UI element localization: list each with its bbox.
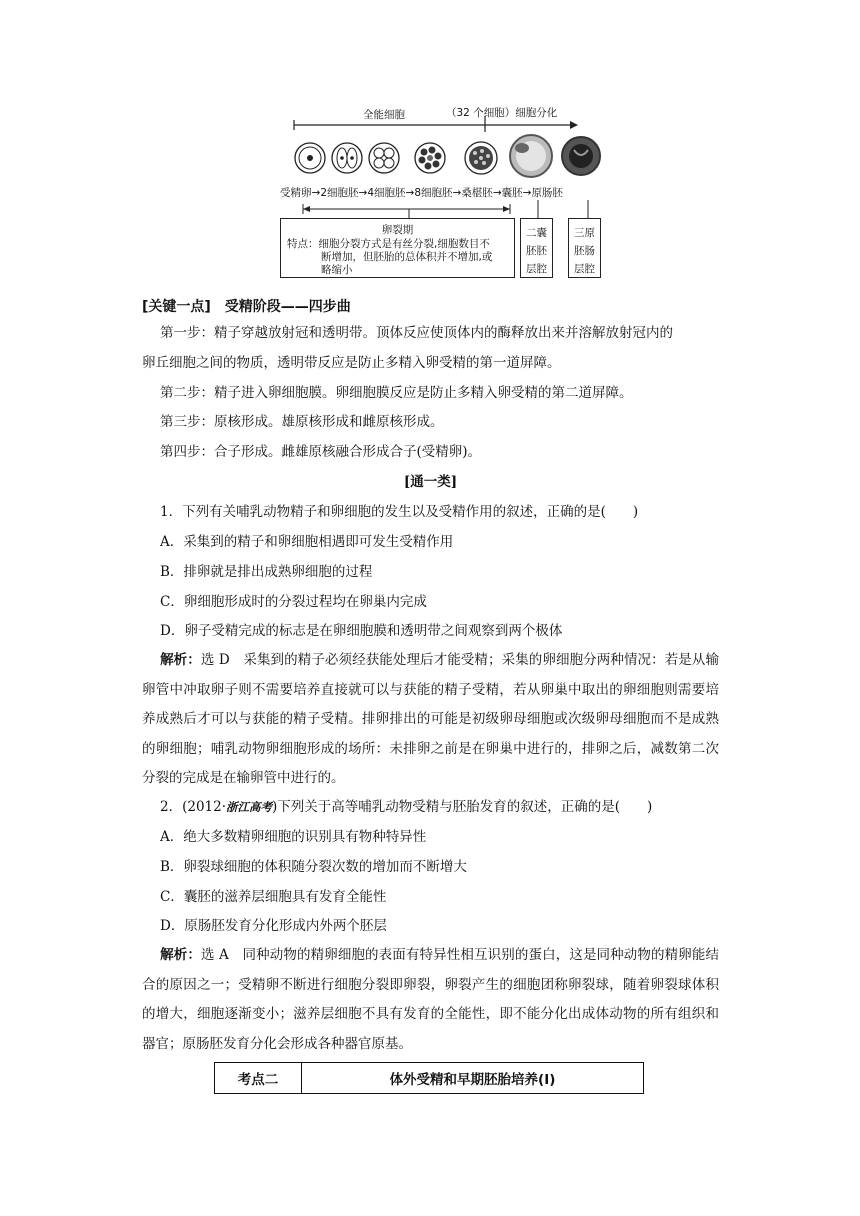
q1-option-a: A．采集到的精子和卵细胞相遇即可发生受精作用	[160, 534, 454, 550]
cleavage-box	[280, 218, 515, 278]
kaodian-title: 体外受精和早期胚胎培养(Ⅰ)	[389, 1072, 556, 1088]
q2-analysis	[142, 941, 719, 1059]
label-32-cells: （32 个细胞）细胞分化	[446, 107, 558, 119]
four-cell-icon	[369, 143, 399, 173]
kaodian-label: 考点二	[215, 1063, 302, 1093]
q2-option-c: C．囊胚的滋养层细胞具有发育全能性	[160, 889, 387, 905]
section-title: [通一类]	[403, 474, 458, 490]
blastocyst-note-line: 二囊	[526, 227, 547, 239]
stage-zygote: 受精卵	[280, 187, 312, 199]
cleavage-desc-1: 特点：细胞分裂方式是有丝分裂,细胞数目不	[287, 238, 490, 250]
q2-option-a: A．绝大多数精卵细胞的识别具有物种特异性	[160, 829, 427, 845]
q2-num: 2．(2012·	[160, 799, 227, 815]
step1-line-a: 第一步：精子穿越放射冠和透明带。顶体反应使顶体内的酶释放出来并溶解放射冠内的	[160, 325, 673, 341]
morula-icon	[465, 142, 497, 174]
zygote-icon	[295, 143, 325, 173]
q1-option-d: D．卵子受精完成的标志是在卵细胞膜和透明带之间观察到两个极体	[160, 623, 563, 639]
blastocyst-note-line: 层腔	[526, 263, 547, 275]
gastrula-note-line: 层腔	[574, 263, 595, 275]
q1-analysis-label: 解析：	[160, 652, 201, 668]
gastrula-note-line: 胚肠	[574, 245, 595, 257]
q2-stem	[160, 797, 652, 817]
gastrula-note-box	[568, 218, 601, 278]
blastocyst-icon	[510, 135, 552, 177]
q2-option-d: D．原肠胚发育分化形成内外两个胚层	[160, 918, 387, 934]
q1-option-c: C．卵细胞形成时的分裂过程均在卵巢内完成	[160, 594, 427, 610]
q1-analysis-text: 选 D 采集到的精子必须经获能处理后才能受精；采集的卵细胞分两种情况：若是从输卵管中冲取卵子则不需要培养直接就可以与获能的精子受精，若从卵巢中取出的卵细胞则需要培养成熟后才可以与获能的精子受精。排卵排出的可能是初级卵母细胞或次级卵母细胞而不是成熟的卵细胞；哺乳动物卵细胞形成的场所：未排卵之前是在卵巢中进行的，排卵之后，减数第二次分裂的完成是在输卵管中进行的。	[142, 652, 719, 786]
stage-8cell: 8细胞胚	[414, 187, 453, 199]
gastrula-icon	[562, 137, 600, 175]
blastocyst-note-line: 胚胚	[526, 245, 547, 257]
key-point-title: 受精阶段——四步曲	[224, 299, 351, 315]
step1-line-b: 卵丘细胞之间的物质，透明带反应是防止多精入卵受精的第一道屏障。	[142, 355, 561, 371]
stage-blastocyst: 囊胚	[501, 187, 523, 199]
cleavage-title: 卵裂期	[381, 224, 414, 236]
stage-gastrula: 原肠胚	[531, 187, 563, 199]
key-point-tag: [关键一点]	[142, 299, 211, 315]
embryo-development-figure	[270, 100, 610, 285]
two-cell-icon	[332, 143, 362, 173]
eight-cell-icon	[415, 143, 445, 173]
stage-4cell: 4细胞胚	[367, 187, 406, 199]
gastrula-note-line: 三原	[574, 227, 595, 239]
step3-line: 第三步：原核形成。雄原核形成和雌原核形成。	[160, 414, 444, 430]
q2-stem-rest: )下列关于高等哺乳动物受精与胚胎发育的叙述，正确的是( )	[272, 799, 653, 815]
step4-line: 第四步：合子形成。雌雄原核融合形成合子(受精卵)。	[160, 444, 482, 460]
key-point-heading	[142, 296, 351, 316]
q2-source: 浙江高考	[226, 800, 273, 814]
q2-analysis-label: 解析：	[160, 947, 201, 963]
q1-stem: 1．下列有关哺乳动物精子和卵细胞的发生以及受精作用的叙述，正确的是( )	[160, 504, 639, 520]
label-totipotent: 全能细胞	[363, 109, 405, 121]
step2-line: 第二步：精子进入卵细胞膜。卵细胞膜反应是防止多精入卵受精的第二道屏障。	[160, 385, 633, 401]
q2-analysis-text: 选 A 同种动物的精卵细胞的表面有特异性相互识别的蛋白，这是同种动物的精卵能结合的原因之一；受精卵不断进行细胞分裂即卵裂，卵裂产生的细胞团称卵裂球，随着卵裂球体积的增大，细胞逐渐变小；滋养层细胞不具有发育的全能性，即不能分化出成体动物的所有组织和器官；原肠胚发育分化会形成各种器官原基。	[142, 947, 720, 1052]
q1-option-b: B．排卵就是排出成熟卵细胞的过程	[160, 564, 373, 580]
stage-2cell: 2细胞胚	[320, 187, 359, 199]
q1-analysis	[142, 646, 719, 794]
kaodian-table	[214, 1062, 644, 1094]
cleavage-desc-2: 断增加，但胚胎的总体积并不增加,或	[321, 251, 493, 263]
blastocyst-note-box	[520, 218, 553, 278]
stage-morula: 桑椹胚	[461, 187, 493, 199]
cleavage-desc-3: 略缩小	[321, 264, 353, 276]
q2-option-b: B．卵裂球细胞的体积随分裂次数的增加而不断增大	[160, 859, 467, 875]
stage-row: 受精卵→2细胞胚→4细胞胚→8细胞胚→桑椹胚→囊胚→原肠胚	[280, 187, 563, 199]
